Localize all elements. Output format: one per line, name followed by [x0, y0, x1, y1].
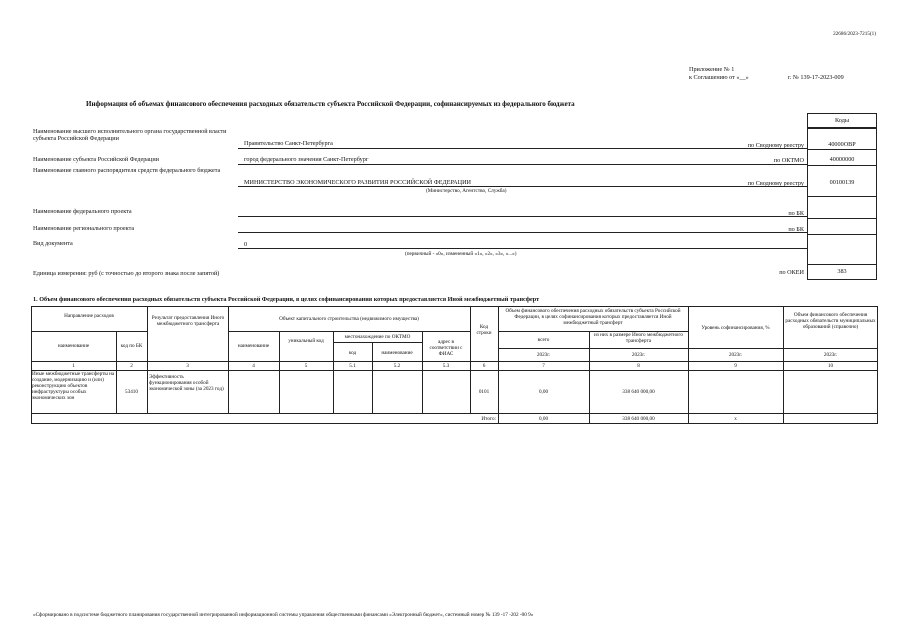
field-hint-chief-manager: (Министерство, Агентство, Служба) [426, 188, 507, 194]
col-number: 5 [304, 363, 308, 369]
appendix-title: Приложение № 1 [689, 66, 735, 73]
col-number: 5.2 [393, 363, 401, 369]
footer-note: «Сформировано в подсистеме бюджетного планирования государственной интегрированной информационной системы управления общественными финансами «Электронный бюджет», системный номер № 139 -17 -202 -00 9» [33, 612, 534, 618]
codes-header: Коды [834, 117, 850, 124]
header-object-name: наименование [237, 343, 270, 349]
header-incl: из них в размере Иного межбюджетного трансферта [593, 332, 683, 344]
header-kbk: код по БК [120, 343, 143, 349]
codes-column [807, 128, 877, 280]
itogo-label: Итого: [481, 416, 496, 422]
field-label-chief-manager: Наименование главного распорядителя средств федерального бюджета [33, 167, 221, 174]
code-okei: 383 [837, 268, 847, 275]
header-year-total: 2023г. [536, 352, 551, 358]
field-value-chief-manager: МИНИСТЕРСТВО ЭКОНОМИЧЕСКОГО РАЗВИТИЯ РОССИЙСКОЙ ФЕДЕРАЦИИ [244, 179, 472, 186]
field-hint-document-type: (первичный - «0», измененный «1», «2», «3», «...») [405, 251, 517, 257]
header-fias: адрес в соответствии с ФИАС [429, 339, 463, 357]
header-direction: Направление расходов [64, 313, 114, 319]
header-object: Объект капитального строительства (недвижимого имущества) [279, 316, 419, 322]
row-incl: 338 640 000,00 [622, 389, 655, 395]
code-registry-1: 40000ОВР [828, 141, 856, 148]
code-label-registry-2: по Сводному реестру [747, 180, 804, 187]
field-label-executive-body: Наименование высшего исполнительного органа государственной власти субъекта Российской Федерации [33, 128, 227, 143]
col-number: 4 [252, 363, 255, 369]
field-label-regional-project: Наименование регионального проекта [33, 225, 135, 232]
col-number: 8 [637, 363, 640, 369]
code-label-bk-1: по БК [788, 210, 804, 217]
row-kbk: 53410 [125, 389, 138, 395]
code-registry-2: 00100139 [829, 179, 855, 186]
row-line-code: 0101 [478, 389, 490, 395]
section-1-title: 1. Объем финансового обеспечения расходных обязательств субъекта Российской Федерации, в целях софинансирования которых предоставляется Иной межбюджетный трансферт [33, 296, 540, 303]
header-name: наименование [57, 343, 90, 349]
header-location-code: код [348, 350, 357, 356]
row-direction-name: Иные межбюджетные трансферты на создание, модернизацию и (или) реконструкцию объектов инфраструктуры особых экономических зон [32, 371, 115, 401]
col-number: 9 [734, 363, 737, 369]
page-title: Информация об объемах финансового обеспечения расходных обязательств субъекта Российской Федерации, софинансируемых из федерального бюджета [86, 100, 575, 108]
header-year-municipal: 2023г. [823, 352, 838, 358]
field-value-subject: город федерального значения Санкт-Петербург [244, 156, 369, 163]
row-total: 0,00 [538, 389, 549, 395]
header-level: Уровень софинансирования, % [701, 325, 770, 331]
code-label-bk-2: по БК [788, 226, 804, 233]
header-location-name: наименование [381, 350, 413, 356]
header-municipal: Объем финансового обеспечения расходных обязательств муниципальных образований (справочно) [785, 312, 876, 330]
agreement-number: г. № 139-17-2023-009 [788, 74, 844, 81]
code-oktmo: 40000000 [829, 156, 855, 163]
field-label-document-type: Вид документа [33, 240, 73, 247]
itogo-total: 0,00 [538, 416, 549, 422]
code-label-oktmo: по ОКТМО [773, 157, 804, 164]
header-year-level: 2023г. [728, 352, 743, 358]
col-number: 5.3 [442, 363, 450, 369]
agreement-reference: к Соглашению от «__» [689, 74, 749, 81]
field-value-document-type: 0 [244, 241, 248, 248]
field-value-executive-body: Правительство Санкт-Петербурга [244, 140, 333, 147]
col-number: 10 [827, 363, 834, 369]
header-year-incl: 2023г. [631, 352, 646, 358]
code-label-registry-1: по Сводному реестру [747, 142, 804, 149]
field-label-subject: Наименование субъекта Российской Федерации [33, 156, 159, 163]
col-number: 1 [72, 363, 75, 369]
col-number: 7 [542, 363, 545, 369]
col-number: 3 [186, 363, 189, 369]
header-total: всего [537, 337, 550, 343]
code-label-okei: по ОКЕИ [779, 269, 804, 276]
header-volume: Объем финансового обеспечения расходных обязательств субъекта Российской Федерации, в целях софинансирования которых предоставляется Иной межбюджетный трансферт [505, 308, 681, 326]
itogo-incl: 338 640 000,00 [622, 416, 655, 422]
col-number: 6 [482, 363, 486, 369]
col-number: 2 [130, 363, 133, 369]
header-line-code: Код строки [476, 324, 492, 336]
header-result: Результат предоставления Иного межбюджетного трансферта [151, 315, 225, 327]
field-label-federal-project: Наименование федерального проекта [33, 208, 132, 215]
row-result: Эффективность функционирования особой экономической зоны (за 2023 год) [149, 374, 224, 392]
field-label-unit: Единица измерения: руб (с точностью до второго знака после запятой) [33, 270, 220, 277]
header-unique-code: уникальный код [288, 338, 324, 344]
document-number: 22686/2023-7215(1) [833, 31, 876, 37]
itogo-level: x [734, 416, 737, 422]
header-location: местонахождение по ОКТМО [344, 334, 411, 340]
col-number: 5.1 [349, 363, 356, 369]
